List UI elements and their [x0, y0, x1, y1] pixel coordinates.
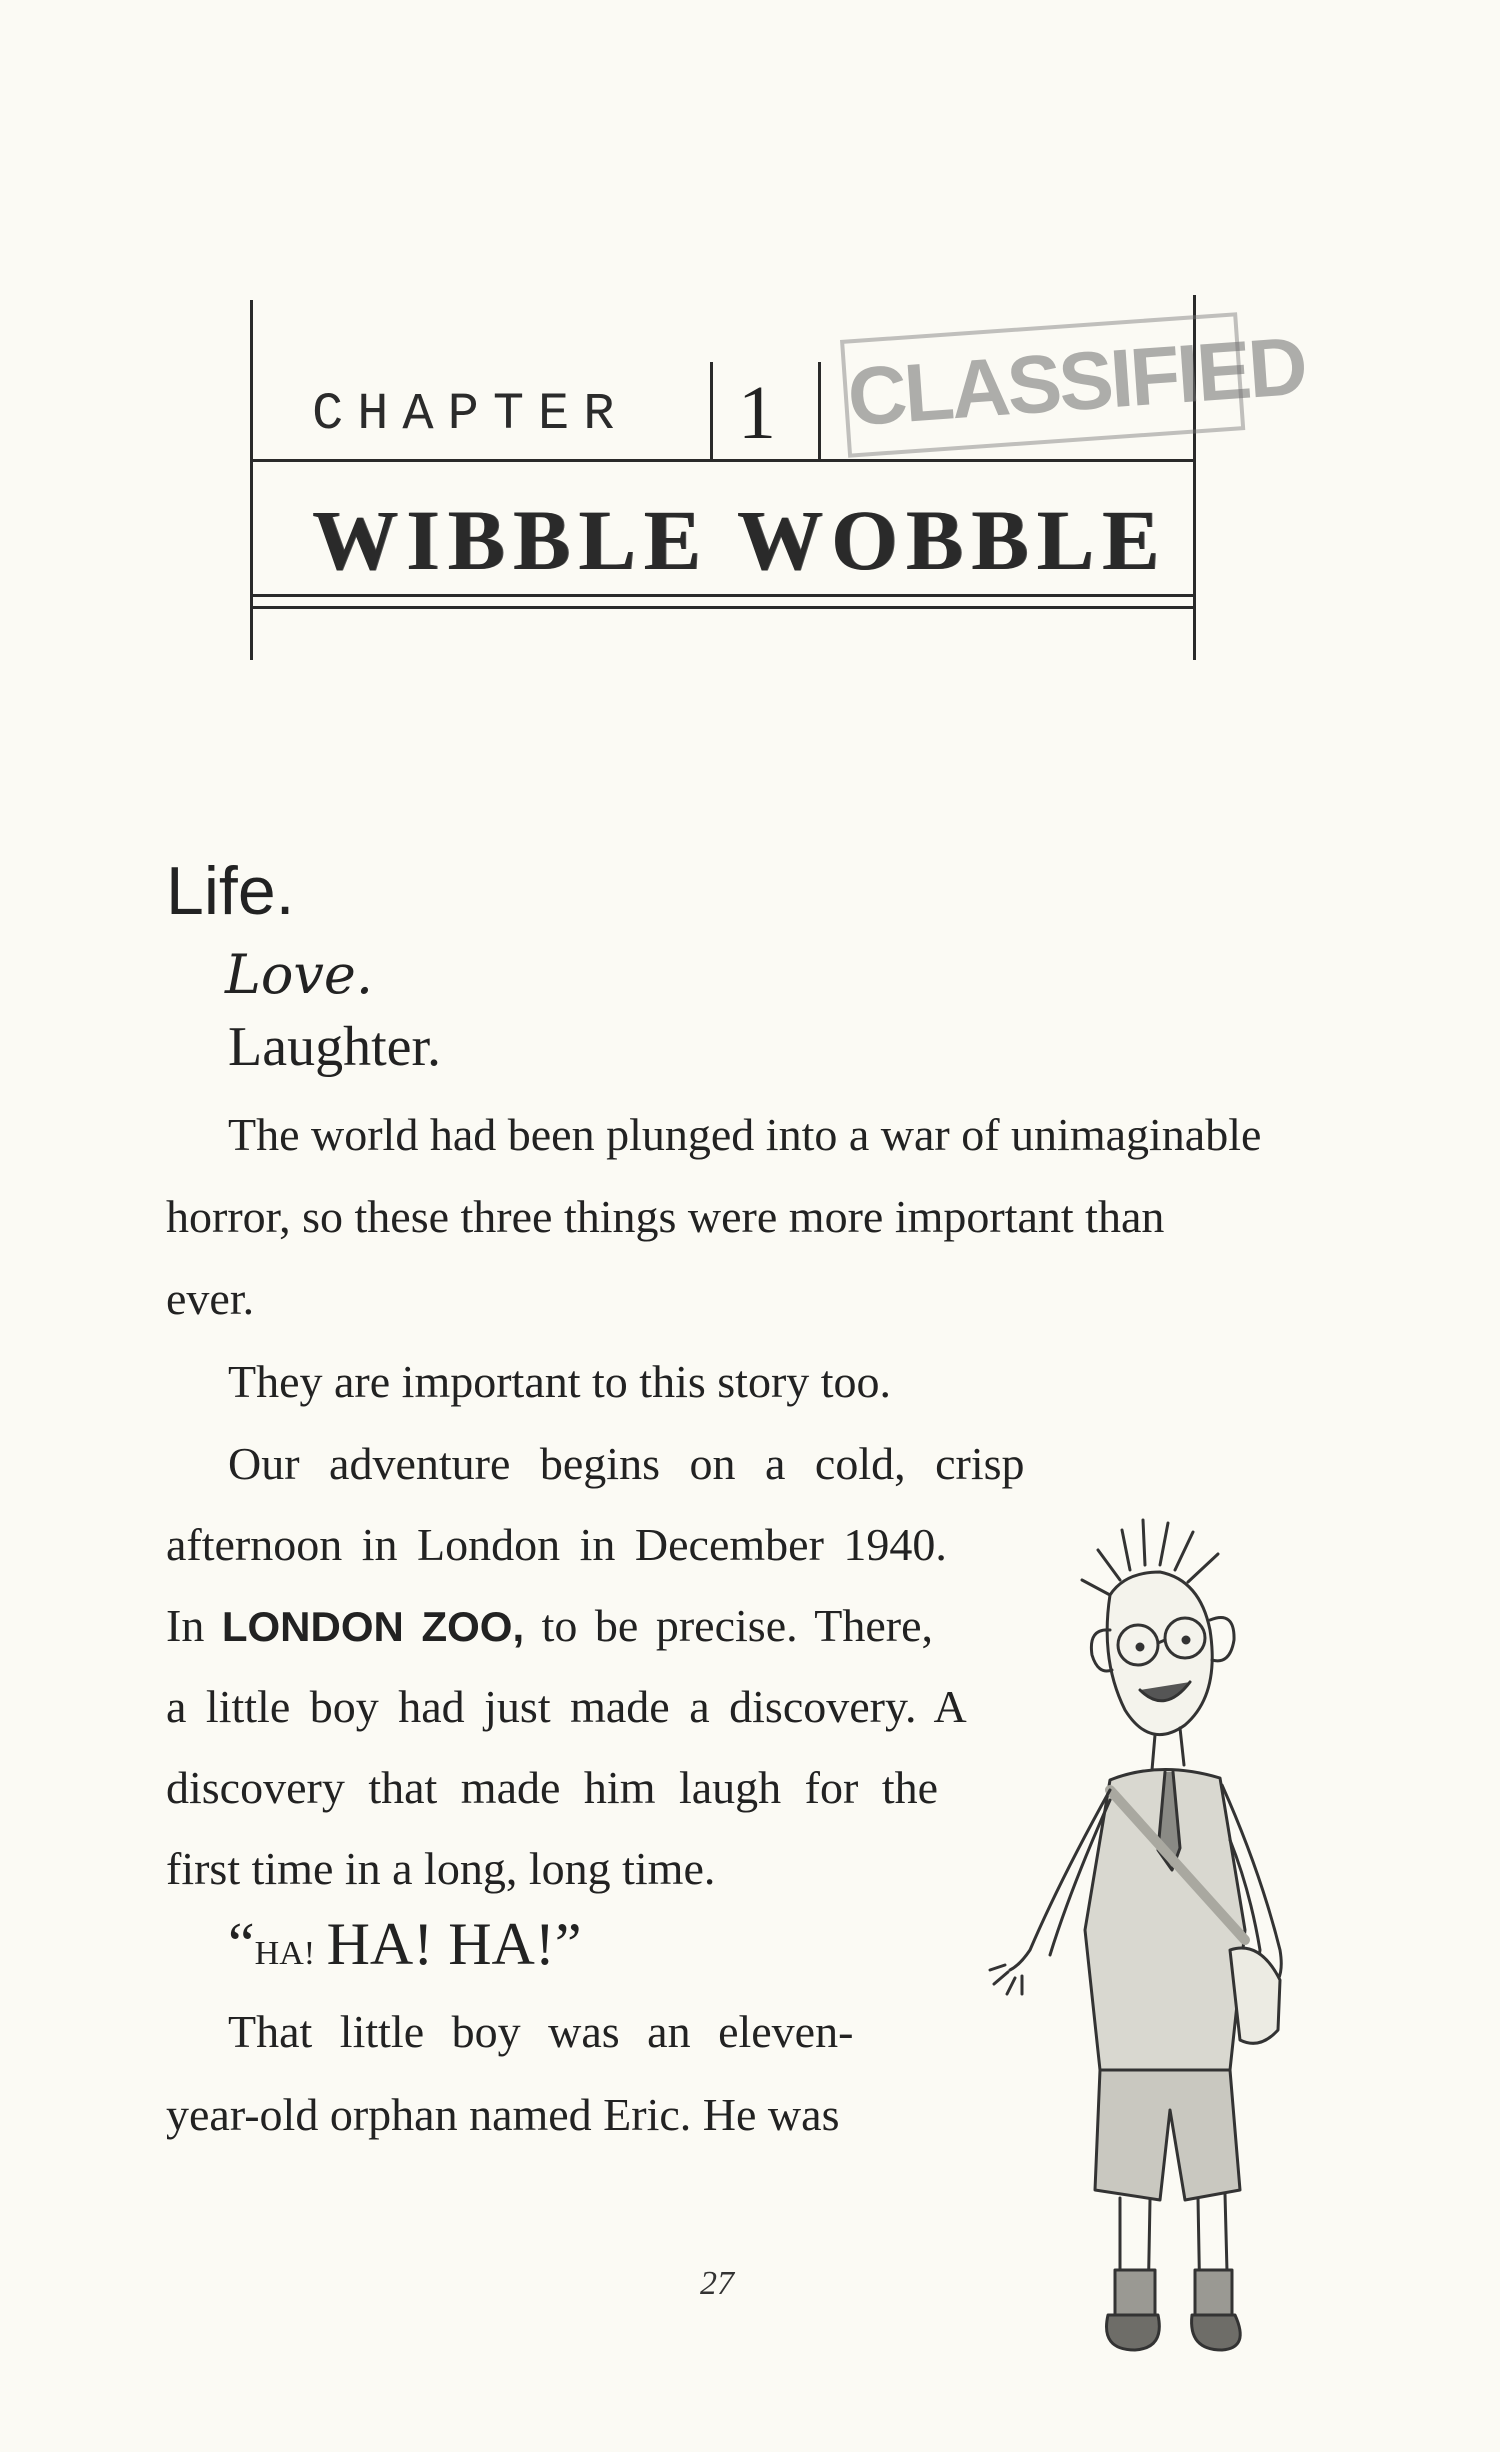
london-zoo-emphasis: LONDON ZOO,	[221, 1603, 525, 1650]
paragraph-line	[166, 1599, 933, 1652]
header-middle-rule	[250, 459, 1196, 462]
paragraph-line: discovery that made him laugh for the	[166, 1762, 939, 1813]
quote-open: “	[228, 1911, 255, 1977]
header-number-divider-left	[710, 362, 713, 462]
line-life: Life.	[166, 853, 295, 929]
paragraph-line: ever.	[166, 1273, 255, 1324]
paragraph-line: The world had been plunged into a war of unimaginable	[228, 1109, 1262, 1160]
paragraph-line: That little boy was an eleven-	[228, 2006, 854, 2057]
paragraph-line: first time in a long, long time.	[166, 1843, 716, 1894]
laugh-line	[228, 1910, 582, 1979]
chapter-title: WIBBLE WOBBLE	[312, 492, 1168, 588]
laugh-big: HA! HA!	[326, 1911, 555, 1977]
page-number: 27	[700, 2265, 734, 2302]
chapter-label: CHAPTER	[312, 385, 629, 444]
quote-close: ”	[554, 1911, 582, 1977]
text-span: In	[166, 1600, 205, 1651]
chapter-number: 1	[738, 371, 776, 455]
header-number-divider-right	[818, 362, 821, 462]
paragraph-line: They are important to this story too.	[228, 1356, 892, 1407]
paragraph-line: a little boy had just made a discovery. A	[166, 1681, 967, 1732]
line-love: Love.	[225, 943, 373, 1006]
line-laughter: Laughter.	[228, 1016, 442, 1078]
header-bottom-rule-2	[250, 606, 1196, 609]
paragraph-line: Our adventure begins on a cold, crisp	[228, 1438, 1025, 1489]
paragraph-line: horror, so these three things were more important than	[166, 1191, 1165, 1242]
laugh-small: HA!	[254, 1935, 316, 1972]
boy-with-glasses-illustration	[960, 1510, 1360, 2410]
text-span: to be precise. There,	[541, 1600, 934, 1651]
classified-stamp: CLASSIFIED	[840, 312, 1245, 457]
header-bottom-rule-1	[250, 594, 1196, 597]
paragraph-line: afternoon in London in December 1940.	[166, 1519, 947, 1570]
paragraph-line: year-old orphan named Eric. He was	[166, 2089, 840, 2140]
